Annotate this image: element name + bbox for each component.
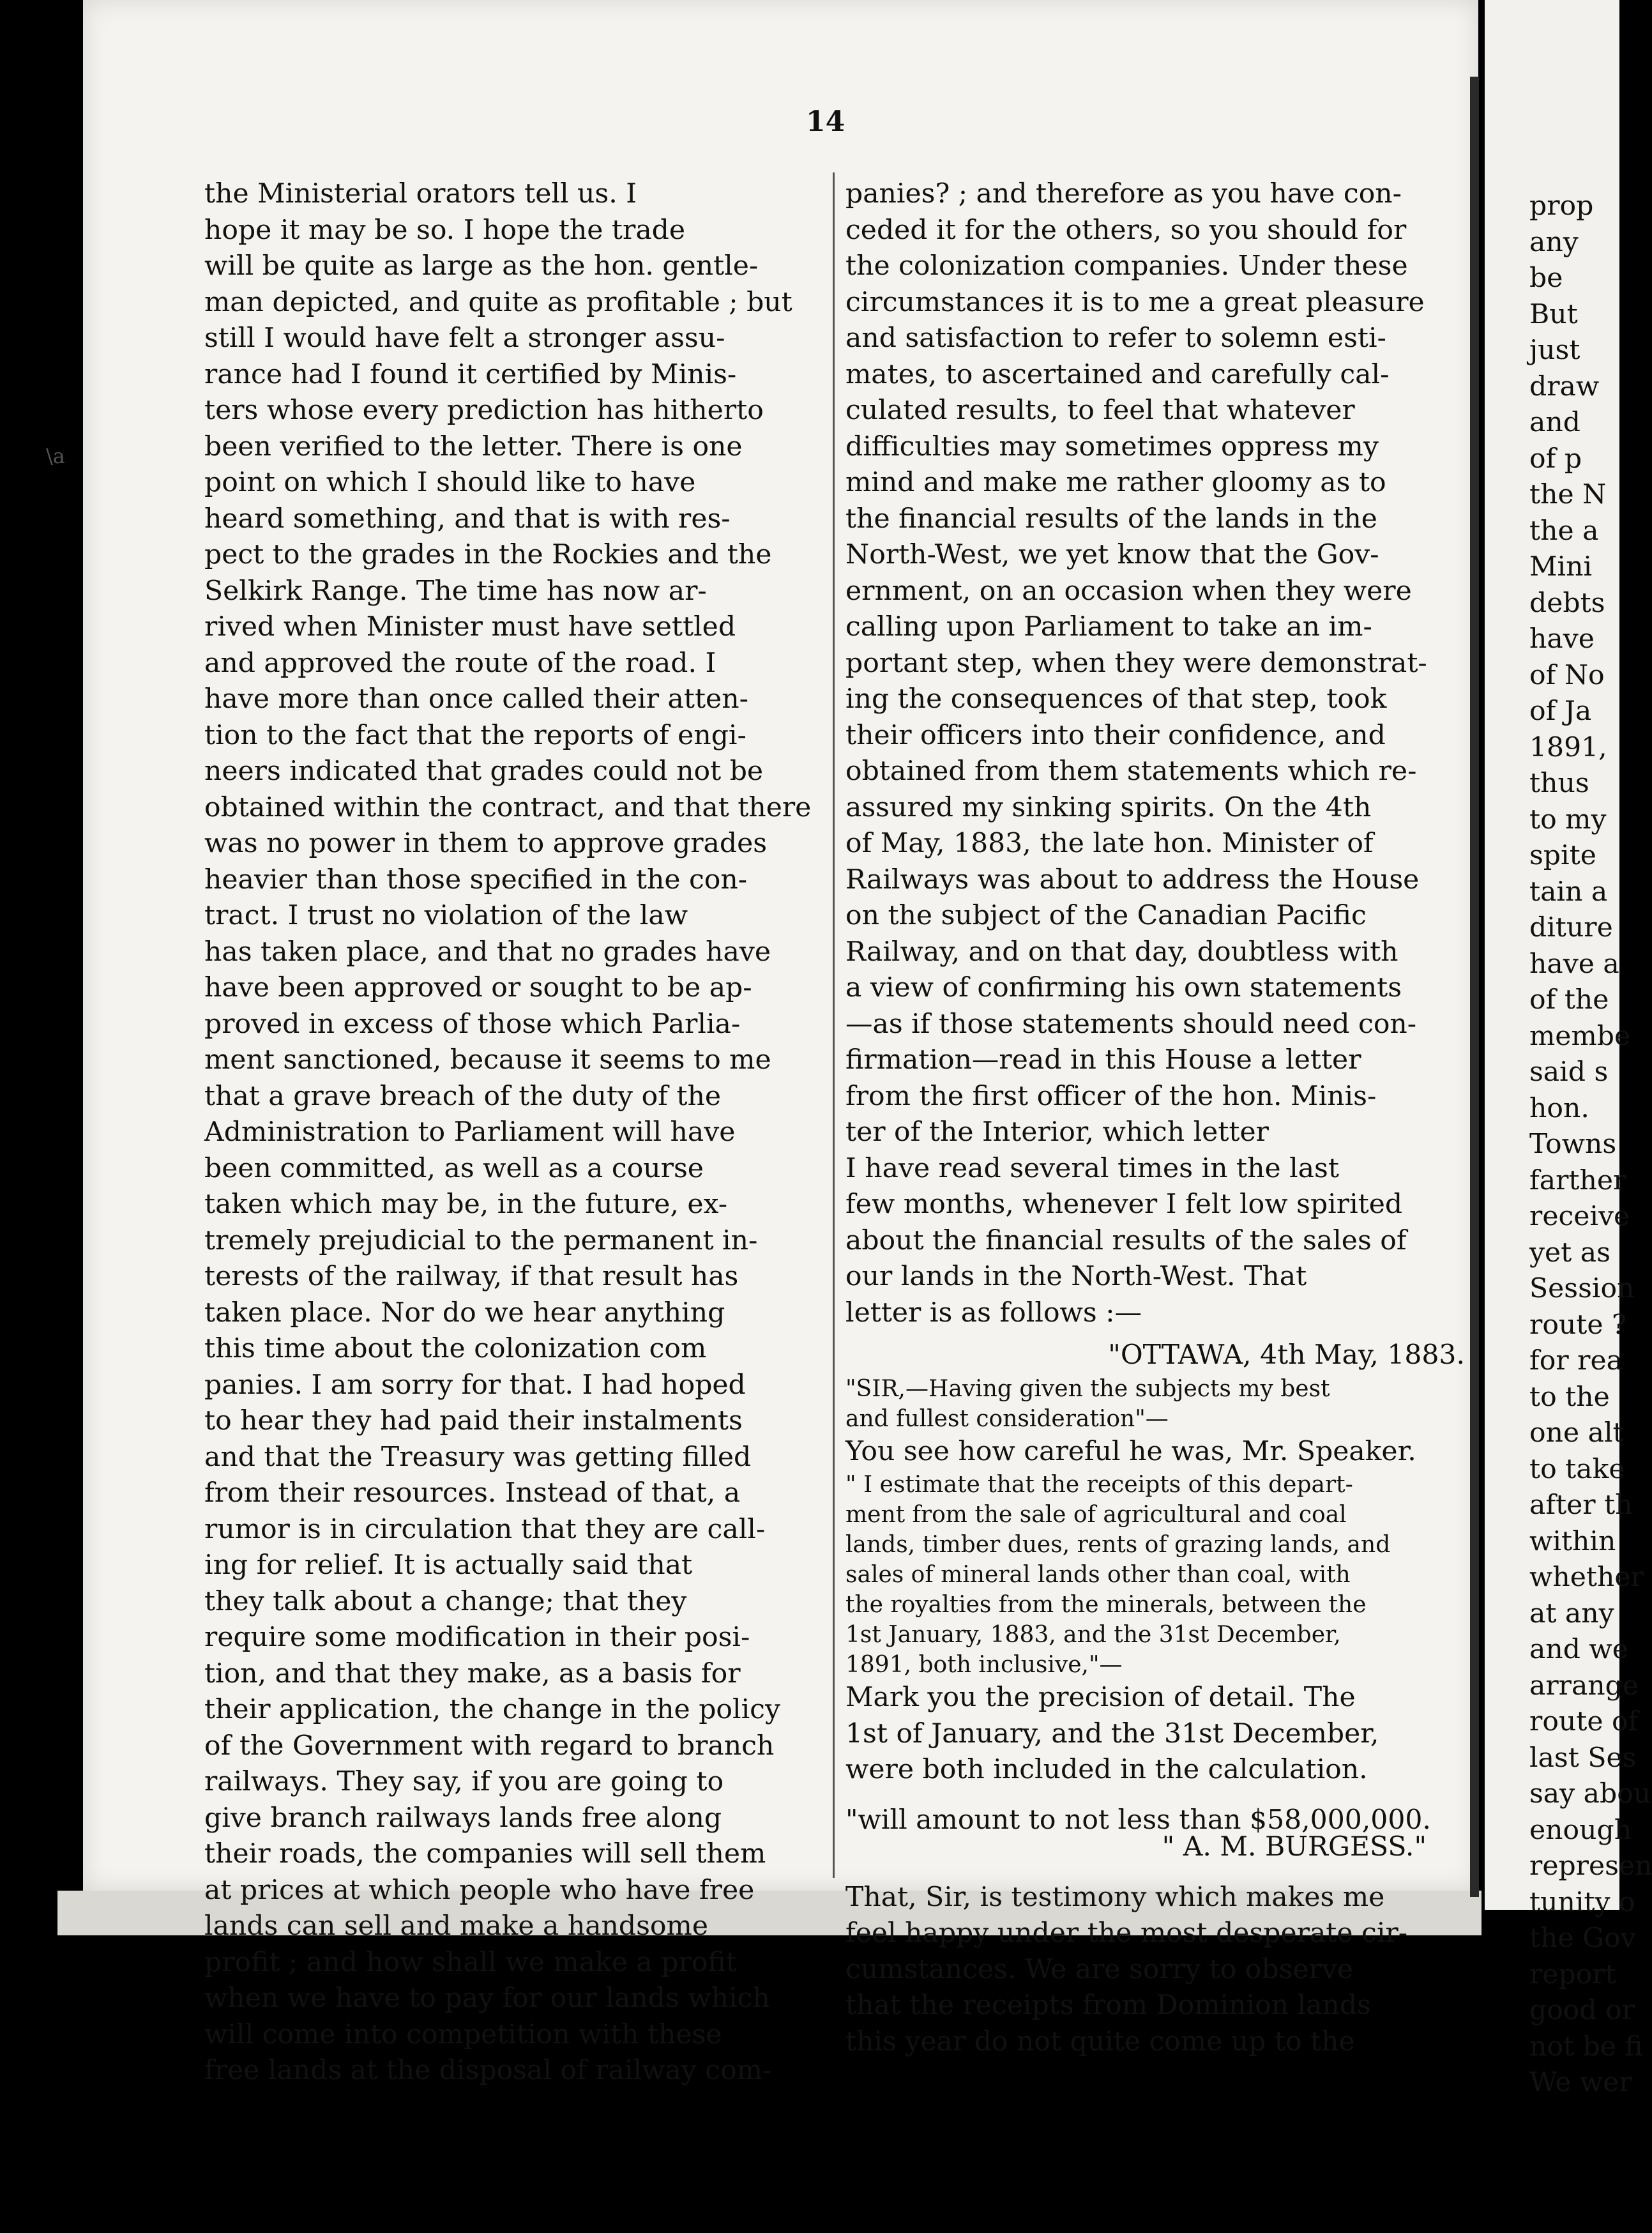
text-line: circumstances it is to me a great pleasure (845, 286, 1425, 318)
text-line: Administration to Parliament will have (204, 1116, 736, 1148)
text-line: when we have to pay for our lands which (204, 1983, 770, 2014)
text-line: obtained within the contract, and that there (204, 791, 812, 823)
text-line: their officers into their confidence, and (845, 719, 1386, 751)
text-line: " I estimate that the receipts of this depart- (845, 1472, 1353, 1498)
text-line: have more than once called their atten- (204, 683, 748, 715)
paragraph-block (845, 176, 1465, 1331)
text-line: heard something, and that is with res- (204, 503, 731, 535)
text-line: terests of the railway, if that result has (204, 1261, 739, 1292)
text-line: 1st of January, and the 31st December, (845, 1718, 1379, 1749)
text-line: hope it may be so. I hope the trade (204, 214, 686, 246)
text-line: be (1529, 263, 1563, 294)
text-line: were both included in the calculation. (845, 1754, 1368, 1785)
text-line: of the (1529, 984, 1609, 1016)
text-line: to take (1529, 1453, 1625, 1485)
text-line: ing for relief. It is actually said that (204, 1550, 693, 1581)
text-line: of No (1529, 659, 1605, 691)
text-line: to hear they had paid their instalments (204, 1405, 743, 1437)
text-line: they talk about a change; that they (204, 1585, 687, 1617)
paragraph-block (845, 1880, 1465, 2061)
text-line: North-West, we yet know that the Gov- (845, 539, 1379, 570)
text-line: rived when Minister must have settled (204, 611, 736, 643)
text-column-middle (845, 176, 1465, 2060)
text-line: I have read several times in the last (845, 1152, 1339, 1184)
text-line: "SIR,—Having given the subjects my best (845, 1375, 1330, 1402)
text-line: the a (1529, 515, 1599, 547)
text-line: spite (1529, 840, 1596, 871)
text-line: thus (1529, 768, 1589, 799)
text-line: heavier than those specified in the con- (204, 864, 748, 895)
text-line: Towns (1529, 1129, 1617, 1160)
text-line: Mark you the precision of detail. The (845, 1682, 1356, 1713)
text-line: route ? (1529, 1309, 1626, 1341)
text-line: That, Sir, is testimony which makes me (845, 1881, 1385, 1913)
text-line: a view of confirming his own statements (845, 972, 1402, 1003)
text-line: prop (1529, 190, 1594, 222)
text-line: Mini (1529, 551, 1593, 583)
letter-signature: " A. M. BURGESS." (1162, 1831, 1427, 1863)
gutter-rule (1470, 77, 1479, 1897)
text-line: our lands in the North-West. That (845, 1261, 1307, 1292)
letter-salutation (845, 1374, 1465, 1434)
text-line: culated results, to feel that whatever (845, 395, 1355, 426)
text-line: on the subject of the Canadian Pacific (845, 900, 1367, 931)
text-line: tract. I trust no violation of the law (204, 900, 688, 931)
text-line: sales of mineral lands other than coal, with (845, 1562, 1351, 1588)
text-line: the colonization companies. Under these (845, 250, 1408, 282)
text-line: and (1529, 407, 1580, 438)
text-line: for rea (1529, 1345, 1623, 1376)
text-line: report (1529, 1958, 1616, 1990)
text-line: lands, timber dues, rents of grazing lands, and (845, 1532, 1391, 1558)
text-line: route of (1529, 1706, 1639, 1737)
page-number: 14 (806, 105, 845, 138)
text-line: has taken place, and that no grades have (204, 936, 771, 968)
text-line: —as if those statements should need con- (845, 1008, 1417, 1040)
text-line: enough (1529, 1814, 1632, 1846)
text-line: difficulties may sometimes oppress my (845, 431, 1379, 462)
text-line: of p (1529, 443, 1582, 475)
text-line: good or (1529, 1995, 1635, 2026)
text-line: say abou (1529, 1778, 1651, 1810)
text-column-right-fragment (1529, 188, 1652, 2101)
text-line: last Ses (1529, 1742, 1637, 1774)
text-line: from the first officer of the hon. Minis- (845, 1080, 1377, 1112)
text-line: one alt (1529, 1417, 1624, 1449)
text-line: the Ministerial orators tell us. I (204, 178, 637, 210)
text-line: taken place. Nor do we hear anything (204, 1297, 725, 1329)
text-line: arrange (1529, 1670, 1639, 1702)
text-line: their roads, the companies will sell them (204, 1838, 766, 1870)
text-line: just (1529, 335, 1580, 366)
text-line: man depicted, and quite as profitable ; but (204, 286, 792, 318)
text-line: ment from the sale of agricultural and coal (845, 1502, 1347, 1528)
text-line: represen (1529, 1850, 1652, 1882)
text-line: the Gov (1529, 1923, 1636, 1954)
text-line: 1891, (1529, 731, 1607, 763)
text-line: and we (1529, 1634, 1628, 1665)
text-line: about the financial results of the sales of (845, 1224, 1407, 1256)
text-line: of the Government with regard to branch (204, 1730, 775, 1762)
margin-mark: \a (46, 444, 65, 468)
text-line: letter is as follows :— (845, 1297, 1142, 1329)
text-line: any (1529, 226, 1579, 258)
text-line: ters whose every prediction has hitherto (204, 395, 764, 426)
text-line: within (1529, 1525, 1616, 1557)
text-line: receive (1529, 1201, 1630, 1232)
text-line: ter of the Interior, which letter (845, 1116, 1269, 1148)
text-line: debts (1529, 587, 1605, 619)
text-line: Session (1529, 1273, 1635, 1304)
text-line: few months, whenever I felt low spirited (845, 1189, 1403, 1220)
text-line: and approved the route of the road. I (204, 647, 716, 679)
text-line: have a (1529, 948, 1619, 980)
text-line: ment sanctioned, because it seems to me (204, 1044, 771, 1076)
text-line: from their resources. Instead of that, a (204, 1477, 741, 1509)
text-line: proved in excess of those which Parlia- (204, 1008, 741, 1040)
text-line: free lands at the disposal of railway com- (204, 2055, 772, 2086)
text-line: the royalties from the minerals, between the (845, 1592, 1367, 1618)
text-line: and satisfaction to refer to solemn esti- (845, 323, 1386, 354)
text-line: tremely prejudicial to the permanent in- (204, 1224, 758, 1256)
text-line: of May, 1883, the late hon. Minister of (845, 828, 1374, 859)
text-line: tain a (1529, 876, 1608, 908)
text-line: railways. They say, if you are going to (204, 1766, 724, 1797)
text-line: require some modification in their posi- (204, 1622, 750, 1653)
text-line: mind and make me rather gloomy as to (845, 467, 1386, 498)
text-line: and fullest consideration"— (845, 1405, 1169, 1432)
text-line: at prices at which people who have free (204, 1874, 755, 1906)
text-column-left (204, 176, 817, 2089)
text-line: firmation—read in this House a letter (845, 1044, 1361, 1076)
text-line: and that the Treasury was getting filled (204, 1441, 752, 1473)
text-line: will be quite as large as the hon. gentle- (204, 250, 759, 282)
text-line: have been approved or sought to be ap- (204, 972, 752, 1003)
text-line: of Ja (1529, 696, 1592, 727)
text-line: to the (1529, 1381, 1610, 1413)
text-line: panies. I am sorry for that. I had hoped (204, 1369, 746, 1401)
text-line: membe (1529, 1020, 1631, 1052)
text-line: ceded it for the others, so you should for (845, 214, 1407, 246)
text-line: was no power in them to approve grades (204, 828, 768, 859)
text-line: the financial results of the lands in the (845, 503, 1377, 535)
text-line: assured my sinking spirits. On the 4th (845, 791, 1372, 823)
text-line: Railways was about to address the House (845, 864, 1420, 895)
text-line: ernment, on an occasion when they were (845, 575, 1412, 607)
letter-dateline: "OTTAWA, 4th May, 1883. (1108, 1339, 1465, 1371)
text-line: not be fi (1529, 2031, 1643, 2062)
text-line: whether (1529, 1562, 1644, 1593)
text-line: this year do not quite come up to the (845, 2025, 1355, 2057)
text-line: mates, to ascertained and carefully cal- (845, 358, 1390, 390)
text-line: still I would have felt a stronger assu- (204, 323, 725, 354)
text-line: pect to the grades in the Rockies and the (204, 539, 772, 570)
text-line: calling upon Parliament to take an im- (845, 611, 1372, 643)
text-line: neers indicated that grades could not be (204, 756, 764, 787)
text-line: this time about the colonization com (204, 1333, 707, 1364)
text-line: ing the consequences of that step, took (845, 683, 1387, 715)
text-line: cumstances. We are sorry to observe (845, 1953, 1354, 1985)
text-line: draw (1529, 370, 1600, 402)
text-line: been committed, as well as a course (204, 1152, 704, 1184)
text-line: profit ; and how shall we make a profit (204, 1946, 737, 1978)
text-line: have (1529, 623, 1595, 655)
text-line: the N (1529, 479, 1607, 510)
letter-amount: "will amount to not less than $58,000,000. (845, 1804, 1431, 1836)
column-divider (833, 172, 835, 1878)
text-line: after th (1529, 1490, 1633, 1521)
remark-block (845, 1680, 1465, 1788)
text-line: 1st January, 1883, and the 31st December, (845, 1622, 1341, 1648)
text-line: to my (1529, 804, 1607, 835)
text-line: hon. (1529, 1092, 1589, 1124)
text-line: But (1529, 298, 1578, 330)
text-line: point on which I should like to have (204, 467, 696, 498)
text-line: their application, the change in the policy (204, 1694, 780, 1725)
text-line: tion, and that they make, as a basis for (204, 1658, 741, 1689)
text-line: Railway, and on that day, doubtless with (845, 936, 1398, 968)
text-line: tunity o (1529, 1886, 1635, 1918)
text-line: feel happy under the most desperate cir- (845, 1917, 1408, 1949)
letter-body (845, 1470, 1465, 1680)
text-line: yet as (1529, 1237, 1610, 1269)
text-line: Selkirk Range. The time has now ar- (204, 575, 707, 607)
text-line: that the receipts from Dominion lands (845, 1990, 1371, 2021)
text-line: tion to the fact that the reports of engi- (204, 719, 746, 751)
text-line: at any (1529, 1597, 1614, 1629)
text-line: will come into competition with these (204, 2018, 722, 2050)
text-line: obtained from them statements which re- (845, 756, 1417, 787)
text-line: panies? ; and therefore as you have con- (845, 178, 1402, 210)
text-line: been verified to the letter. There is one (204, 431, 743, 462)
text-line: 1891, both inclusive,"— (845, 1652, 1123, 1678)
text-line: rance had I found it certified by Minis- (204, 358, 737, 390)
text-line: that a grave breach of the duty of the (204, 1080, 721, 1112)
text-line: lands can sell and make a handsome (204, 1910, 708, 1942)
text-line: give branch railways lands free along (204, 1802, 722, 1834)
text-line: rumor is in circulation that they are call- (204, 1513, 766, 1545)
text-line: We wer (1529, 2067, 1632, 2098)
remark-line: You see how careful he was, Mr. Speaker. (845, 1435, 1416, 1467)
text-line: taken which may be, in the future, ex- (204, 1189, 728, 1220)
text-line: farther (1529, 1164, 1626, 1196)
text-line: portant step, when they were demonstrat- (845, 647, 1427, 679)
text-line: diture (1529, 912, 1613, 943)
text-line: said s (1529, 1056, 1609, 1088)
